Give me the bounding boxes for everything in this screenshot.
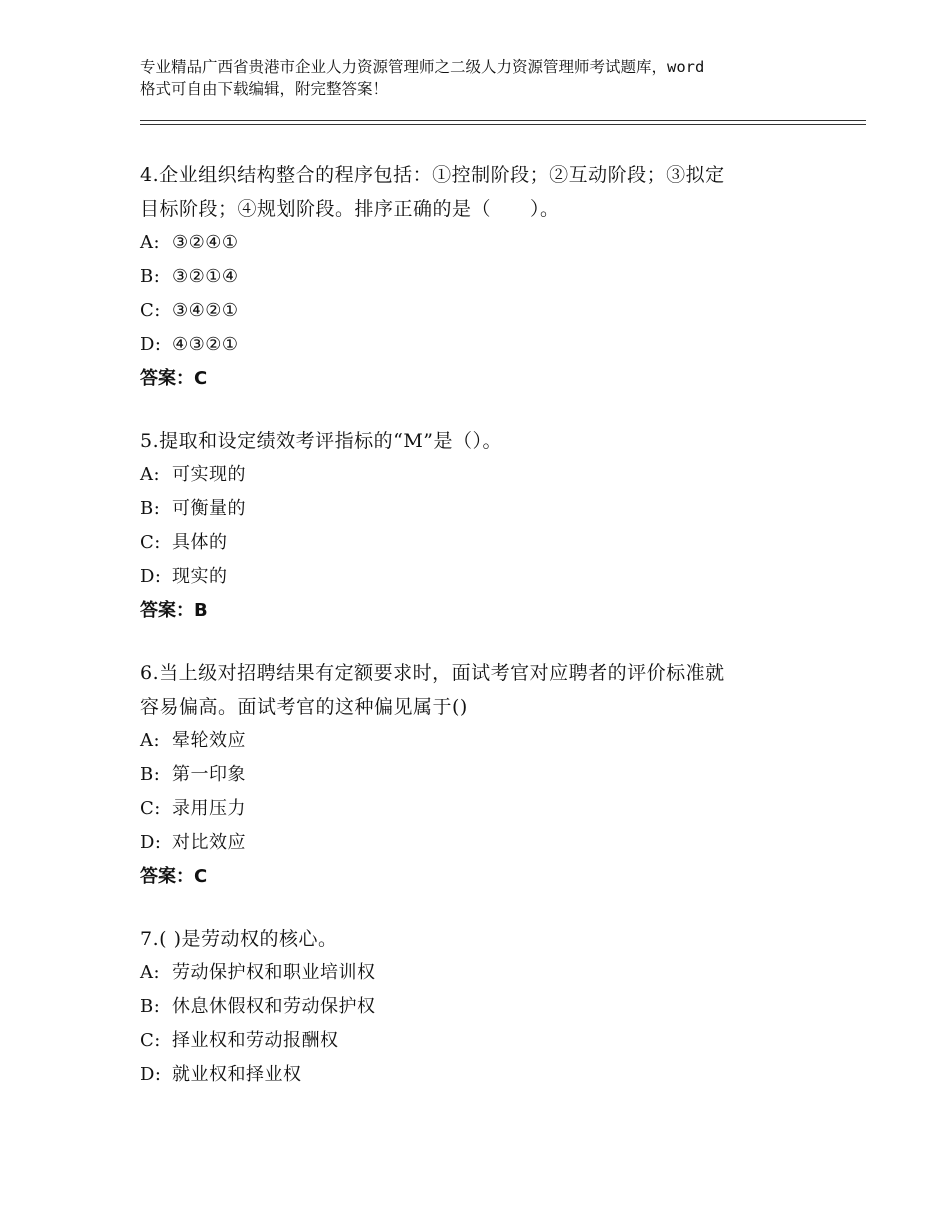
- answer-label: 答案：: [140, 866, 194, 887]
- answer-option: [140, 328, 840, 362]
- option-letter: B:: [140, 266, 161, 287]
- question-item: [140, 922, 840, 1092]
- answer-option: [140, 458, 840, 492]
- answer-option: [140, 560, 840, 594]
- option-text: ③②④①: [172, 232, 239, 253]
- option-text: 晕轮效应: [172, 730, 246, 751]
- option-text: ③②①④: [172, 266, 239, 287]
- option-letter: A:: [140, 730, 161, 751]
- answer-option: [140, 956, 840, 990]
- header-line-2: 格式可自由下载编辑，附完整答案！: [140, 80, 389, 98]
- question-item: [140, 656, 840, 894]
- option-text: 择业权和劳动报酬权: [172, 1030, 339, 1051]
- option-text: 对比效应: [172, 832, 246, 853]
- header-divider-bottom: [140, 124, 866, 125]
- option-text: 可实现的: [172, 464, 246, 485]
- option-text: 劳动保护权和职业培训权: [172, 962, 376, 983]
- question-stem: 容易偏高。面试考官的这种偏见属于(): [140, 696, 468, 718]
- answer-value: C: [194, 368, 208, 389]
- answer-option: [140, 294, 840, 328]
- header-divider-top: [140, 120, 866, 121]
- question-list: [140, 158, 840, 1120]
- question-stem: 4.企业组织结构整合的程序包括：①控制阶段；②互动阶段；③拟定: [140, 164, 725, 186]
- option-text: 录用压力: [172, 798, 246, 819]
- option-letter: A:: [140, 962, 161, 983]
- answer-option: [140, 990, 840, 1024]
- option-text: 现实的: [172, 566, 228, 587]
- option-letter: C:: [140, 1030, 161, 1051]
- answer-option: [140, 1024, 840, 1058]
- answer-label: 答案：: [140, 600, 194, 621]
- answer-option: [140, 526, 840, 560]
- question-stem: 5.提取和设定绩效考评指标的“M”是（）。: [140, 430, 503, 452]
- answer-option: [140, 492, 840, 526]
- option-letter: A:: [140, 464, 161, 485]
- option-text: 就业权和择业权: [172, 1064, 302, 1085]
- option-letter: C:: [140, 798, 161, 819]
- option-text: 可衡量的: [172, 498, 246, 519]
- answer-option: [140, 724, 840, 758]
- option-letter: D:: [140, 1064, 162, 1085]
- answer-key: [140, 860, 840, 894]
- option-text: ③④②①: [172, 300, 239, 321]
- answer-value: C: [194, 866, 208, 887]
- answer-value: B: [194, 600, 208, 621]
- question-stem: 6.当上级对招聘结果有定额要求时，面试考官对应聘者的评价标准就: [140, 662, 725, 684]
- option-letter: D:: [140, 334, 162, 355]
- header-line-1: 专业精品广西省贵港市企业人力资源管理师之二级人力资源管理师考试题库，word: [140, 58, 705, 76]
- answer-key: [140, 362, 840, 396]
- option-text: ④③②①: [172, 334, 239, 355]
- answer-option: [140, 758, 840, 792]
- option-text: 休息休假权和劳动保护权: [172, 996, 376, 1017]
- question-stem: 7.( )是劳动权的核心。: [140, 928, 338, 950]
- option-letter: C:: [140, 532, 161, 553]
- option-letter: D:: [140, 832, 162, 853]
- option-text: 具体的: [172, 532, 228, 553]
- option-letter: C:: [140, 300, 161, 321]
- question-item: [140, 158, 840, 396]
- question-item: [140, 424, 840, 628]
- option-text: 第一印象: [172, 764, 246, 785]
- answer-option: [140, 826, 840, 860]
- answer-option: [140, 226, 840, 260]
- document-header: [140, 56, 840, 100]
- option-letter: B:: [140, 498, 161, 519]
- answer-option: [140, 260, 840, 294]
- question-stem: 目标阶段；④规划阶段。排序正确的是（ ）。: [140, 198, 560, 220]
- option-letter: B:: [140, 764, 161, 785]
- option-letter: A:: [140, 232, 161, 253]
- option-letter: D:: [140, 566, 162, 587]
- answer-key: [140, 594, 840, 628]
- option-letter: B:: [140, 996, 161, 1017]
- answer-label: 答案：: [140, 368, 194, 389]
- answer-option: [140, 792, 840, 826]
- answer-option: [140, 1058, 840, 1092]
